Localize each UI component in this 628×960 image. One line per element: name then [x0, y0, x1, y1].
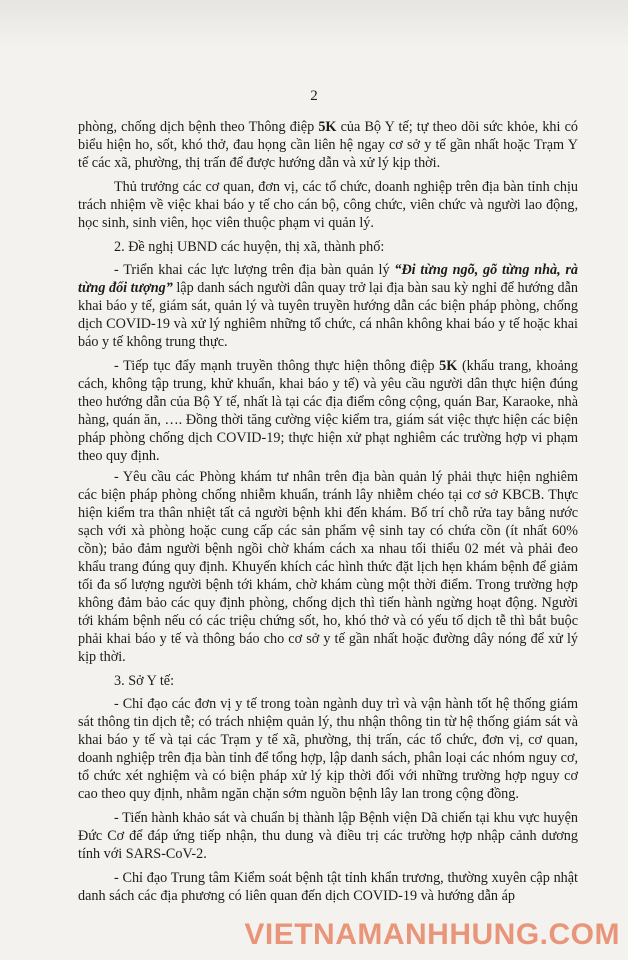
paragraph: [78, 809, 578, 863]
paragraph-text: Thủ trưởng các cơ quan, đơn vị, các tổ chức, doanh nghiệp trên địa bàn tỉnh chịu trách nhiệm về việc khai báo y tế cho cán bộ, công chức, viên chức và người lao động, học sinh, sinh viên, học viên thuộc phạm vi quản lý.: [78, 179, 578, 231]
paragraph: [78, 695, 578, 803]
paragraph-text: - Chỉ đạo các đơn vị y tế trong toàn ngành duy trì và vận hành tốt hệ thống giám sát thông tin dịch tễ; có trách nhiệm quản lý, thu nhận thông tin từ hệ thống giám sát và khai báo y tế và tại các Trạm y tế xã, phường, thị trấn, các tổ chức, đơn vị, cơ quan, doanh nghiệp trên địa bàn tỉnh để tổng hợp, lập danh sách, phân loại các nhóm nguy cơ, tổ chức xét nghiệm và có biện pháp xử lý kịp thời đối với những trường hợp nguy cơ cao theo quy định, nhằm ngăn chặn sớm nguồn bệnh lây lan trong cộng đồng.: [78, 696, 578, 802]
top-shadow-band: [0, 0, 628, 48]
document-body: [78, 118, 578, 911]
paragraph: [78, 869, 578, 905]
page-number: 2: [310, 88, 318, 104]
section-heading: [78, 672, 578, 690]
emphasis-text: “Đi từng ngõ, gõ từng nhà, rà từng đối tượng”: [78, 262, 579, 296]
paragraph-text: lập danh sách người dân quay trở lại địa bàn sau kỳ nghỉ để hướng dẫn khai báo y tế, giám sát, quản lý và tuyên truyền hướng dẫn các biện pháp phòng, chống dịch COVID-19 và xử lý nghiêm những tổ chức, cá nhân không khai báo y tế hoặc khai báo y tế không trung thực.: [78, 280, 578, 350]
paragraph: [78, 468, 578, 666]
paragraph-text: - Yêu cầu các Phòng khám tư nhân trên địa bàn quản lý phải thực hiện nghiêm các biện pháp phòng chống nhiễm khuẩn, tránh lây nhiễm chéo tại cơ sở KBCB. Thực hiện kiểm tra thân nhiệt tất cả người bệnh khi đến khám. Bố trí chỗ rửa tay bằng nước sạch với xà phòng hoặc cung cấp các sản phẩm vệ sinh tay có chứa cồn (ít nhất 60% cồn); bảo đảm người bệnh ngồi chờ khám cách xa nhau tối thiểu 02 mét và phải đeo khẩu trang đúng quy định. Khuyến khích các hình thức đặt lịch hẹn khám bệnh để giảm tối đa số lượng người bệnh tới khám, chờ khám cùng một thời điểm. Trong trường hợp không đảm bảo các quy định phòng, chống dịch thì tiến hành ngừng hoạt động. Người tới khám bệnh nếu có các triệu chứng sốt, ho, khó thở và có yếu tố dịch tễ thì bắt buộc phải khai báo y tế và thông báo cho cơ sở y tế gần nhất hoặc đường dây nóng để xử lý kịp thời.: [78, 469, 578, 665]
paragraph-text: - Tiến hành khảo sát và chuẩn bị thành lập Bệnh viện Dã chiến tại khu vực huyện Đức Cơ để đáp ứng tiếp nhận, thu dung và điều trị các trường hợp nhập cảnh dương tính với SARS-CoV-2.: [78, 810, 578, 862]
paragraph: [78, 178, 578, 232]
paragraph: [78, 357, 578, 465]
section-heading: [78, 238, 578, 256]
paragraph-text: - Triển khai các lực lượng trên địa bàn quản lý: [114, 262, 395, 278]
watermark: VIETNAMANHHUNG.COM: [244, 918, 620, 951]
paragraph-text: 2. Đề nghị UBND các huyện, thị xã, thành phố:: [114, 239, 385, 255]
emphasis-text: 5K: [318, 119, 337, 135]
paragraph-text: (khẩu trang, khoảng cách, không tập trung, khử khuẩn, khai báo y tế) và yêu cầu người dân thực hiện đúng theo hướng dẫn của Bộ Y tế, nhất là tại các địa điểm công cộng, quán Bar, Karaoke, nhà hàng, quán ăn, …. Đồng thời tăng cường việc kiểm tra, giám sát việc thực hiện các biện pháp phòng chống dịch COVID-19; thực hiện xử phạt nghiêm các trường hợp vi phạm theo quy định.: [78, 358, 578, 464]
paragraph: [78, 118, 578, 172]
paragraph-text: 3. Sở Y tế:: [114, 673, 175, 689]
paragraph-text: - Tiếp tục đẩy mạnh truyền thông thực hiện thông điệp: [114, 358, 440, 374]
paragraph-text: - Chỉ đạo Trung tâm Kiểm soát bệnh tật tỉnh khẩn trương, thường xuyên cập nhật danh sách các địa phương có liên quan đến dịch COVID-19 và hướng dẫn áp: [78, 870, 578, 904]
paragraph-text: của Bộ Y tế; tự theo dõi sức khỏe, khi có biểu hiện ho, sốt, khó thở, đau họng cần liên hệ ngay cơ sở y tế gần nhất hoặc Trạm Y tế các xã, phường, thị trấn để được hướng dẫn và xử lý kịp thời.: [78, 119, 578, 171]
paragraph: [78, 261, 578, 351]
paragraph-text: phòng, chống dịch bệnh theo Thông điệp: [78, 119, 319, 135]
emphasis-text: 5K: [439, 358, 458, 374]
